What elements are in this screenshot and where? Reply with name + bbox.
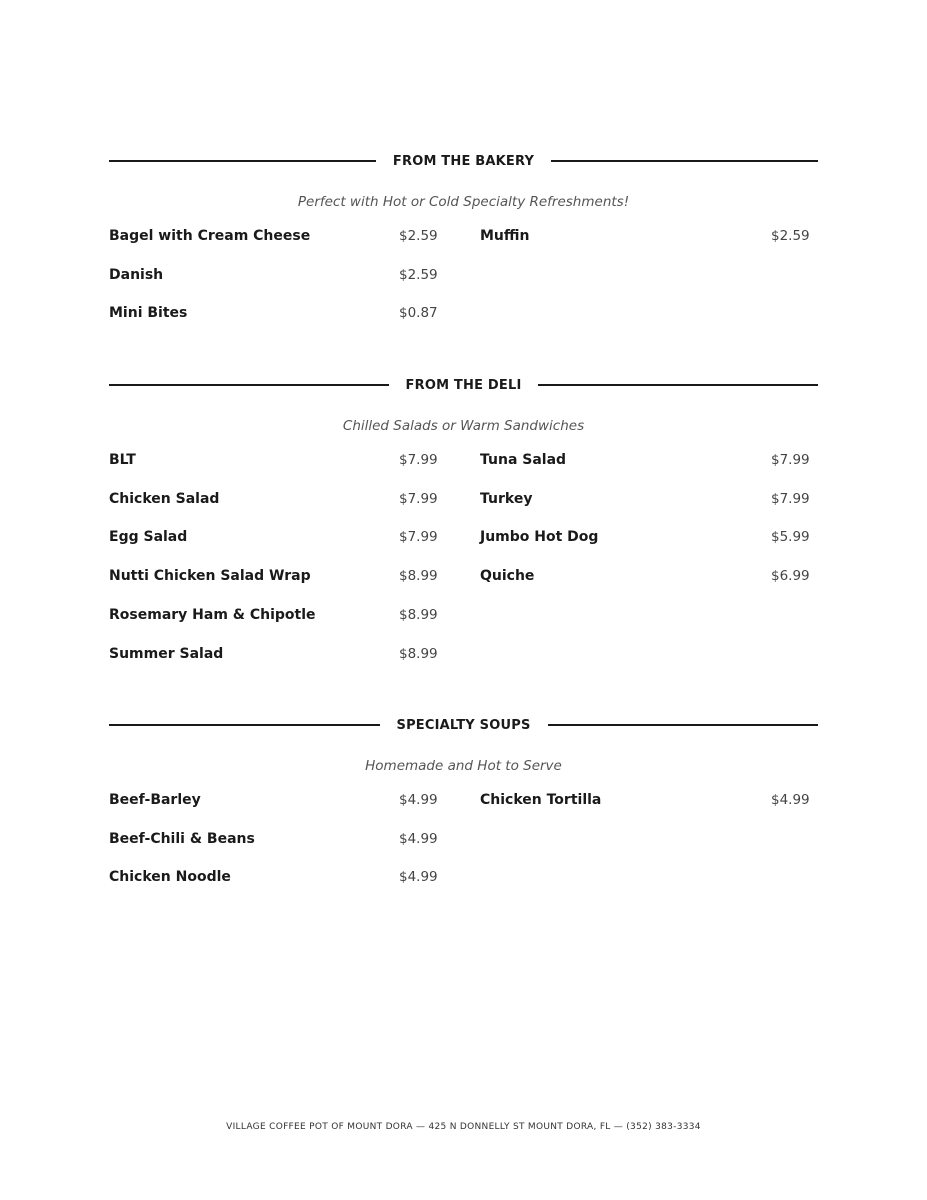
section-header	[109, 715, 818, 735]
item-price: $7.99	[399, 452, 438, 468]
item-price: $4.99	[399, 830, 438, 847]
item-price: $2.59	[771, 228, 810, 244]
menu-item	[109, 527, 439, 547]
item-price: $8.99	[399, 645, 438, 662]
item-name: Bagel with Cream Cheese	[109, 228, 311, 244]
menu-item	[480, 790, 818, 810]
item-name: Turkey	[480, 490, 533, 507]
item-name: Muffin	[480, 228, 530, 244]
item-price: $8.99	[399, 606, 438, 623]
item-name: Chicken Salad	[109, 490, 220, 507]
menu-item	[109, 489, 439, 509]
section-subtitle: Chilled Salads or Warm Sandwiches	[342, 418, 585, 434]
item-name: Nutti Chicken Salad Wrap	[109, 568, 311, 585]
item-name: Beef-Chili & Beans	[109, 830, 255, 847]
menu-item	[109, 867, 439, 887]
section-soups	[109, 715, 818, 886]
item-name: BLT	[109, 452, 136, 468]
section-subtitle: Perfect with Hot or Cold Specialty Refreshments!	[297, 194, 630, 210]
item-name: Egg Salad	[109, 529, 188, 546]
section-title: FROM THE BAKERY	[392, 153, 535, 169]
item-price: $7.99	[399, 490, 438, 507]
menu-item	[109, 450, 439, 470]
menu-item	[109, 644, 439, 664]
item-name: Beef-Barley	[109, 792, 201, 808]
item-name: Quiche	[480, 568, 535, 585]
header-rule-left	[109, 724, 380, 726]
item-price: $2.59	[399, 228, 438, 244]
item-name: Tuna Salad	[480, 452, 567, 468]
item-price: $4.99	[771, 792, 810, 808]
section-deli	[109, 375, 818, 662]
item-name: Rosemary Ham & Chipotle	[109, 606, 316, 623]
item-name: Summer Salad	[109, 645, 224, 662]
menu-item	[109, 303, 439, 323]
item-price: $0.87	[399, 305, 438, 322]
section-header	[109, 375, 818, 395]
menu-item	[109, 829, 439, 849]
menu-item	[109, 226, 439, 246]
item-name: Mini Bites	[109, 305, 188, 322]
item-price: $2.59	[399, 266, 438, 283]
menu-item	[109, 790, 439, 810]
section-title: FROM THE DELI	[405, 377, 522, 393]
section-bakery	[109, 151, 818, 322]
item-price: $4.99	[399, 869, 438, 886]
header-rule-left	[109, 160, 376, 162]
item-name: Jumbo Hot Dog	[480, 529, 599, 546]
section-title: SPECIALTY SOUPS	[396, 717, 531, 733]
footer-address: VILLAGE COFFEE POT OF MOUNT DORA — 425 N DONNELLY ST MOUNT DORA, FL — (352) 383-3334	[226, 1122, 701, 1132]
menu-item	[480, 566, 818, 586]
item-price: $7.99	[399, 529, 438, 546]
item-price: $5.99	[771, 529, 810, 546]
item-price: $4.99	[399, 792, 438, 808]
section-header	[109, 151, 818, 171]
menu-item	[480, 226, 818, 246]
header-rule-right	[538, 384, 818, 386]
menu-item	[109, 265, 439, 285]
section-subtitle: Homemade and Hot to Serve	[365, 758, 562, 774]
menu-item	[480, 527, 818, 547]
item-price: $8.99	[399, 568, 438, 585]
item-name: Chicken Noodle	[109, 869, 231, 886]
header-rule-right	[548, 724, 819, 726]
menu-item	[480, 450, 818, 470]
item-price: $7.99	[771, 452, 810, 468]
menu-item	[109, 566, 439, 586]
item-price: $7.99	[771, 490, 810, 507]
item-name: Chicken Tortilla	[480, 792, 602, 808]
item-price: $6.99	[771, 568, 810, 585]
item-name: Danish	[109, 266, 164, 283]
menu-item	[480, 489, 818, 509]
header-rule-left	[109, 384, 389, 386]
menu-item	[109, 605, 439, 625]
header-rule-right	[551, 160, 818, 162]
